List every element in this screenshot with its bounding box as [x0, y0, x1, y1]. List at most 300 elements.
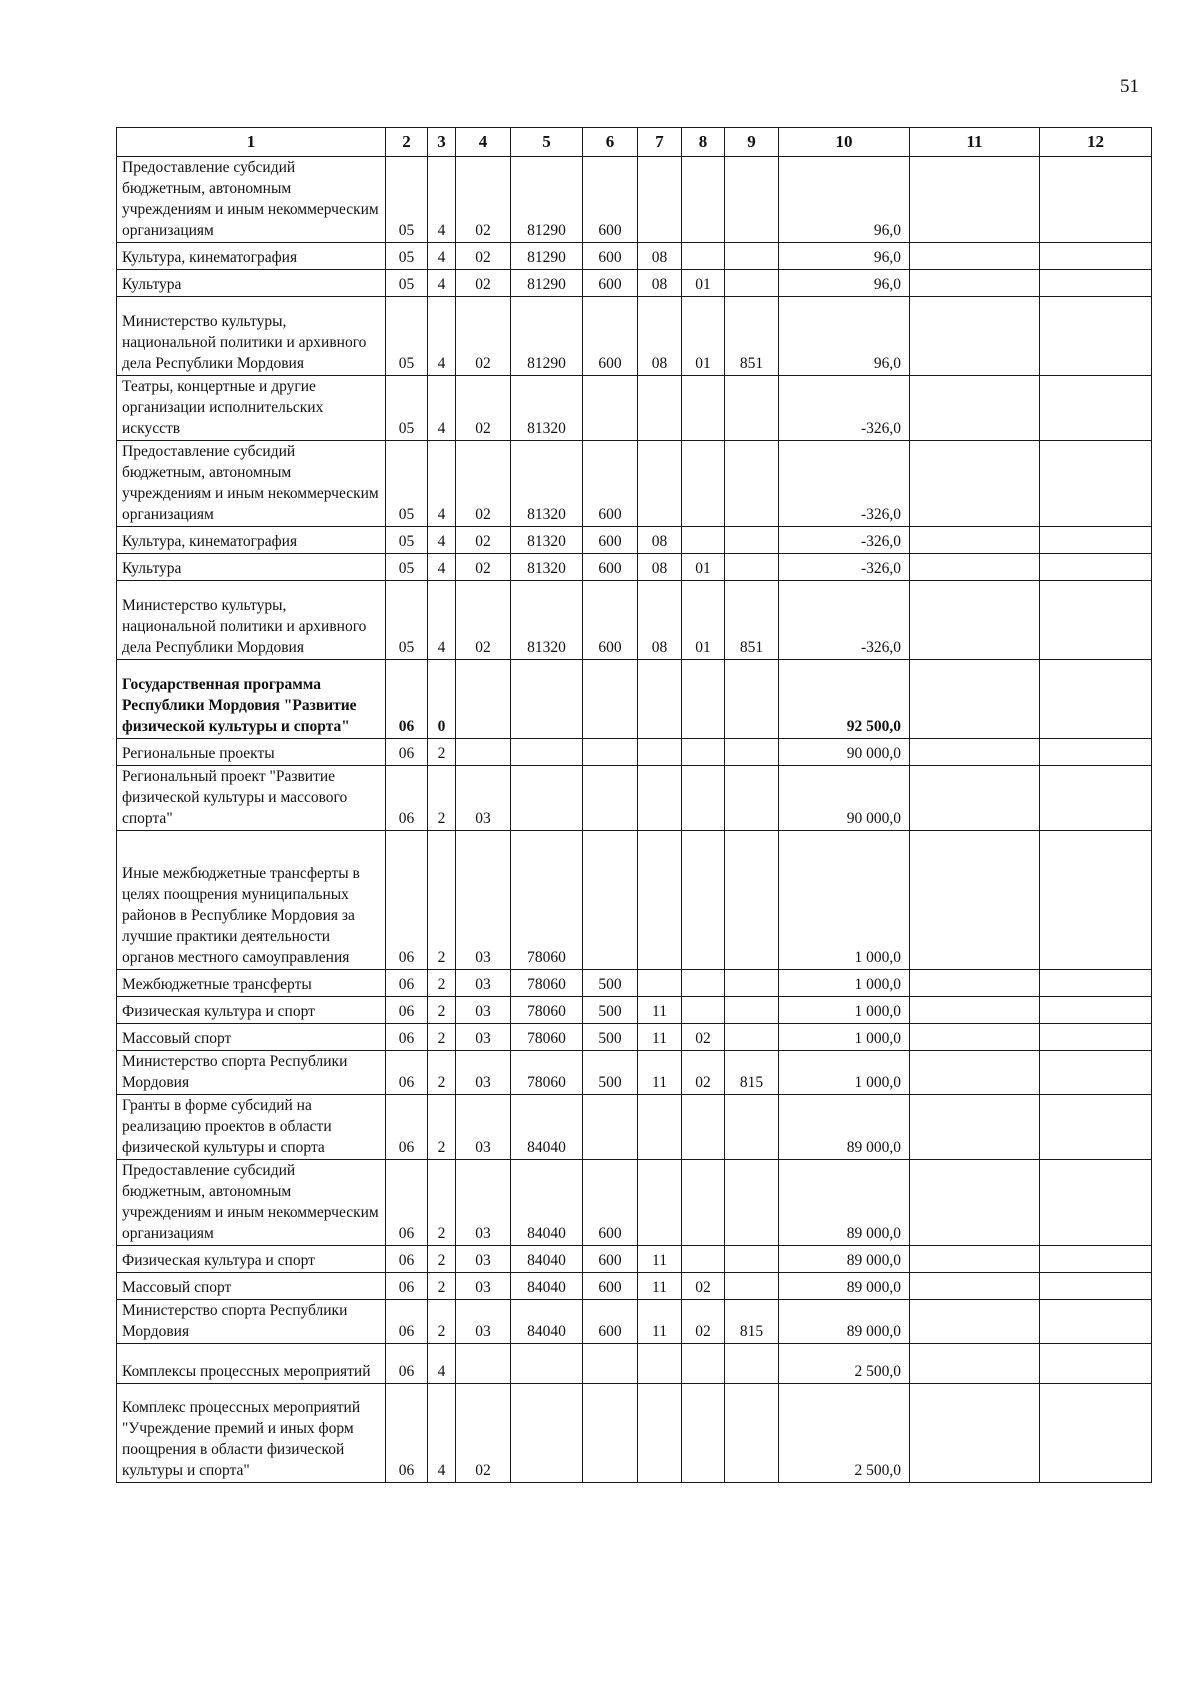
cell-col-8 — [682, 660, 725, 739]
cell-col-8: 01 — [682, 270, 725, 297]
cell-amount: 89 000,0 — [779, 1273, 910, 1300]
cell-col-12 — [1040, 1384, 1152, 1483]
table-row — [117, 243, 1152, 270]
cell-col-3: 2 — [428, 1160, 456, 1246]
cell-col-2: 05 — [386, 297, 428, 376]
cell-col-6 — [583, 660, 638, 739]
table-row — [117, 1300, 1152, 1344]
cell-col-5: 81290 — [511, 270, 583, 297]
cell-col-8 — [682, 1246, 725, 1273]
cell-description: Комплекс процессных мероприятий "Учреждение премий и иных форм поощрения в области физической культуры и спорта" — [117, 1384, 386, 1483]
cell-description: Предоставление субсидий бюджетным, автономным учреждениям и иным некоммерческим организациям — [117, 1160, 386, 1246]
header-col-11: 11 — [910, 128, 1040, 157]
table-row — [117, 660, 1152, 739]
cell-amount: 96,0 — [779, 243, 910, 270]
cell-col-2: 06 — [386, 1273, 428, 1300]
cell-col-9 — [725, 1273, 779, 1300]
cell-col-3: 4 — [428, 527, 456, 554]
cell-col-9 — [725, 1344, 779, 1384]
cell-col-11 — [910, 270, 1040, 297]
cell-col-12 — [1040, 739, 1152, 766]
table-header — [117, 128, 1152, 157]
cell-col-5 — [511, 660, 583, 739]
cell-col-5 — [511, 739, 583, 766]
cell-col-6 — [583, 739, 638, 766]
cell-col-3: 4 — [428, 270, 456, 297]
cell-col-6: 500 — [583, 970, 638, 997]
cell-col-7 — [638, 157, 682, 243]
cell-col-2: 06 — [386, 1246, 428, 1273]
cell-col-5: 84040 — [511, 1273, 583, 1300]
cell-col-2: 05 — [386, 527, 428, 554]
cell-col-3: 4 — [428, 243, 456, 270]
cell-col-9 — [725, 157, 779, 243]
cell-col-6: 500 — [583, 997, 638, 1024]
cell-col-2: 06 — [386, 1344, 428, 1384]
cell-col-4: 02 — [456, 297, 511, 376]
cell-col-7: 11 — [638, 1024, 682, 1051]
cell-description: Массовый спорт — [117, 1024, 386, 1051]
cell-amount: 92 500,0 — [779, 660, 910, 739]
cell-col-12 — [1040, 766, 1152, 831]
cell-col-8: 01 — [682, 581, 725, 660]
cell-amount: -326,0 — [779, 441, 910, 527]
cell-col-3: 2 — [428, 997, 456, 1024]
cell-col-2: 06 — [386, 660, 428, 739]
cell-col-4 — [456, 660, 511, 739]
cell-description: Физическая культура и спорт — [117, 997, 386, 1024]
cell-col-11 — [910, 297, 1040, 376]
cell-col-3: 2 — [428, 1300, 456, 1344]
cell-col-8: 02 — [682, 1051, 725, 1095]
cell-amount: 2 500,0 — [779, 1384, 910, 1483]
table-row — [117, 554, 1152, 581]
cell-col-6: 600 — [583, 1273, 638, 1300]
header-col-12: 12 — [1040, 128, 1152, 157]
cell-col-3: 4 — [428, 554, 456, 581]
cell-col-9 — [725, 527, 779, 554]
cell-amount: 1 000,0 — [779, 997, 910, 1024]
cell-col-4: 03 — [456, 1273, 511, 1300]
cell-amount: 89 000,0 — [779, 1246, 910, 1273]
cell-description: Региональный проект "Развитие физической культуры и массового спорта" — [117, 766, 386, 831]
cell-description: Региональные проекты — [117, 739, 386, 766]
budget-table — [116, 127, 1152, 1483]
cell-col-9: 851 — [725, 581, 779, 660]
cell-col-2: 05 — [386, 157, 428, 243]
cell-col-7 — [638, 766, 682, 831]
cell-col-6: 600 — [583, 554, 638, 581]
header-col-10: 10 — [779, 128, 910, 157]
cell-col-7 — [638, 1160, 682, 1246]
table-row — [117, 831, 1152, 970]
cell-col-7 — [638, 660, 682, 739]
cell-description: Министерство спорта Республики Мордовия — [117, 1300, 386, 1344]
table-row — [117, 441, 1152, 527]
cell-col-3: 2 — [428, 1095, 456, 1160]
cell-col-5: 78060 — [511, 970, 583, 997]
cell-col-8: 02 — [682, 1300, 725, 1344]
cell-col-4 — [456, 739, 511, 766]
cell-col-9 — [725, 970, 779, 997]
cell-col-8: 02 — [682, 1024, 725, 1051]
cell-col-6: 600 — [583, 297, 638, 376]
cell-col-6: 600 — [583, 1246, 638, 1273]
cell-col-11 — [910, 1024, 1040, 1051]
cell-col-2: 05 — [386, 581, 428, 660]
cell-col-4: 03 — [456, 1051, 511, 1095]
cell-col-11 — [910, 581, 1040, 660]
cell-col-12 — [1040, 1344, 1152, 1384]
cell-col-11 — [910, 527, 1040, 554]
table-row — [117, 297, 1152, 376]
cell-col-2: 05 — [386, 441, 428, 527]
cell-amount: 89 000,0 — [779, 1160, 910, 1246]
cell-amount: 1 000,0 — [779, 1024, 910, 1051]
cell-amount: 2 500,0 — [779, 1344, 910, 1384]
cell-col-8 — [682, 1095, 725, 1160]
table-row — [117, 970, 1152, 997]
cell-description: Министерство культуры, национальной политики и архивного дела Республики Мордовия — [117, 297, 386, 376]
cell-col-2: 06 — [386, 739, 428, 766]
cell-col-8: 01 — [682, 554, 725, 581]
cell-col-7: 11 — [638, 997, 682, 1024]
cell-col-3: 4 — [428, 157, 456, 243]
cell-col-7: 11 — [638, 1273, 682, 1300]
cell-col-6 — [583, 766, 638, 831]
cell-col-5: 81320 — [511, 441, 583, 527]
cell-col-8 — [682, 970, 725, 997]
cell-col-3: 2 — [428, 1273, 456, 1300]
cell-col-4: 03 — [456, 1160, 511, 1246]
cell-col-12 — [1040, 1273, 1152, 1300]
cell-col-8 — [682, 376, 725, 441]
cell-col-8 — [682, 1344, 725, 1384]
cell-col-4: 02 — [456, 376, 511, 441]
cell-col-3: 4 — [428, 376, 456, 441]
cell-col-5: 81320 — [511, 527, 583, 554]
cell-col-5 — [511, 1384, 583, 1483]
cell-description: Предоставление субсидий бюджетным, автономным учреждениям и иным некоммерческим организациям — [117, 157, 386, 243]
cell-amount: 96,0 — [779, 157, 910, 243]
cell-col-6 — [583, 1095, 638, 1160]
cell-col-9 — [725, 376, 779, 441]
cell-description: Иные межбюджетные трансферты в целях поощрения муниципальных районов в Республике Мордовия за лучшие практики деятельности органов местного самоуправления — [117, 831, 386, 970]
header-col-9: 9 — [725, 128, 779, 157]
cell-col-5: 78060 — [511, 997, 583, 1024]
cell-col-6: 500 — [583, 1051, 638, 1095]
cell-col-6 — [583, 1384, 638, 1483]
header-col-7: 7 — [638, 128, 682, 157]
cell-col-3: 0 — [428, 660, 456, 739]
cell-col-12 — [1040, 1051, 1152, 1095]
cell-col-11 — [910, 376, 1040, 441]
cell-col-7: 11 — [638, 1246, 682, 1273]
cell-amount: 89 000,0 — [779, 1095, 910, 1160]
cell-col-11 — [910, 766, 1040, 831]
cell-col-11 — [910, 554, 1040, 581]
cell-col-7 — [638, 739, 682, 766]
cell-col-5: 81290 — [511, 157, 583, 243]
cell-col-6: 600 — [583, 270, 638, 297]
cell-description: Массовый спорт — [117, 1273, 386, 1300]
cell-col-9 — [725, 1160, 779, 1246]
cell-col-6 — [583, 1344, 638, 1384]
cell-amount: 1 000,0 — [779, 970, 910, 997]
cell-col-11 — [910, 1246, 1040, 1273]
cell-col-5: 84040 — [511, 1160, 583, 1246]
cell-col-5: 84040 — [511, 1095, 583, 1160]
cell-description: Физическая культура и спорт — [117, 1246, 386, 1273]
cell-col-2: 06 — [386, 1160, 428, 1246]
cell-amount: 1 000,0 — [779, 1051, 910, 1095]
table-row — [117, 766, 1152, 831]
cell-col-7: 08 — [638, 243, 682, 270]
cell-amount: 96,0 — [779, 270, 910, 297]
cell-col-4: 03 — [456, 766, 511, 831]
cell-col-2: 05 — [386, 554, 428, 581]
cell-col-7: 08 — [638, 297, 682, 376]
cell-description: Государственная программа Республики Мордовия "Развитие физической культуры и спорта" — [117, 660, 386, 739]
table-row — [117, 1051, 1152, 1095]
cell-col-12 — [1040, 270, 1152, 297]
cell-col-4: 03 — [456, 970, 511, 997]
table-row — [117, 376, 1152, 441]
cell-col-6: 600 — [583, 157, 638, 243]
header-col-4: 4 — [456, 128, 511, 157]
cell-col-12 — [1040, 1024, 1152, 1051]
table-row — [117, 739, 1152, 766]
cell-col-12 — [1040, 157, 1152, 243]
cell-col-3: 4 — [428, 1384, 456, 1483]
cell-col-9 — [725, 441, 779, 527]
cell-col-4: 03 — [456, 1300, 511, 1344]
cell-col-7: 08 — [638, 270, 682, 297]
cell-col-9: 815 — [725, 1300, 779, 1344]
cell-col-7 — [638, 970, 682, 997]
cell-col-5: 78060 — [511, 831, 583, 970]
cell-col-2: 06 — [386, 831, 428, 970]
cell-col-6: 600 — [583, 527, 638, 554]
cell-col-4: 02 — [456, 554, 511, 581]
cell-col-12 — [1040, 441, 1152, 527]
cell-col-2: 06 — [386, 1095, 428, 1160]
cell-col-8 — [682, 157, 725, 243]
cell-amount: 89 000,0 — [779, 1300, 910, 1344]
cell-col-12 — [1040, 376, 1152, 441]
cell-col-7: 08 — [638, 554, 682, 581]
cell-col-6: 500 — [583, 1024, 638, 1051]
cell-col-12 — [1040, 831, 1152, 970]
cell-description: Культура — [117, 554, 386, 581]
cell-description: Культура, кинематография — [117, 527, 386, 554]
cell-col-12 — [1040, 970, 1152, 997]
cell-col-11 — [910, 1095, 1040, 1160]
cell-description: Культура — [117, 270, 386, 297]
cell-col-9: 815 — [725, 1051, 779, 1095]
cell-col-4: 03 — [456, 997, 511, 1024]
cell-col-9 — [725, 831, 779, 970]
cell-col-12 — [1040, 660, 1152, 739]
cell-col-8: 01 — [682, 297, 725, 376]
cell-col-5 — [511, 1344, 583, 1384]
table-row — [117, 1024, 1152, 1051]
cell-col-11 — [910, 831, 1040, 970]
cell-col-12 — [1040, 1160, 1152, 1246]
cell-col-6 — [583, 376, 638, 441]
cell-col-8 — [682, 766, 725, 831]
cell-col-4: 02 — [456, 581, 511, 660]
cell-amount: -326,0 — [779, 527, 910, 554]
cell-col-5: 84040 — [511, 1300, 583, 1344]
cell-col-3: 2 — [428, 831, 456, 970]
table-row — [117, 1160, 1152, 1246]
cell-col-8 — [682, 1160, 725, 1246]
header-col-2: 2 — [386, 128, 428, 157]
cell-description: Гранты в форме субсидий на реализацию проектов в области физической культуры и спорта — [117, 1095, 386, 1160]
cell-col-7 — [638, 376, 682, 441]
header-col-1: 1 — [117, 128, 386, 157]
cell-col-2: 05 — [386, 270, 428, 297]
cell-col-6: 600 — [583, 441, 638, 527]
cell-description: Комплексы процессных мероприятий — [117, 1344, 386, 1384]
cell-col-2: 06 — [386, 997, 428, 1024]
cell-col-7 — [638, 441, 682, 527]
cell-col-4: 03 — [456, 1246, 511, 1273]
cell-col-7 — [638, 1384, 682, 1483]
cell-col-11 — [910, 739, 1040, 766]
cell-amount: 1 000,0 — [779, 831, 910, 970]
cell-col-3: 2 — [428, 766, 456, 831]
cell-col-7: 11 — [638, 1051, 682, 1095]
cell-col-2: 06 — [386, 1300, 428, 1344]
cell-col-2: 06 — [386, 766, 428, 831]
cell-col-11 — [910, 1160, 1040, 1246]
cell-col-4: 02 — [456, 157, 511, 243]
header-col-8: 8 — [682, 128, 725, 157]
table-row — [117, 527, 1152, 554]
table-row — [117, 1095, 1152, 1160]
cell-col-12 — [1040, 527, 1152, 554]
cell-col-12 — [1040, 243, 1152, 270]
cell-col-6 — [583, 831, 638, 970]
cell-col-11 — [910, 1300, 1040, 1344]
cell-col-5: 84040 — [511, 1246, 583, 1273]
cell-col-12 — [1040, 997, 1152, 1024]
cell-col-3: 2 — [428, 1051, 456, 1095]
cell-col-7: 08 — [638, 581, 682, 660]
cell-col-4: 03 — [456, 831, 511, 970]
cell-col-6: 600 — [583, 581, 638, 660]
cell-col-11 — [910, 997, 1040, 1024]
cell-col-11 — [910, 1384, 1040, 1483]
cell-col-8 — [682, 243, 725, 270]
table-row — [117, 1384, 1152, 1483]
cell-col-5: 78060 — [511, 1024, 583, 1051]
cell-col-11 — [910, 1273, 1040, 1300]
cell-col-11 — [910, 1344, 1040, 1384]
cell-amount: 90 000,0 — [779, 766, 910, 831]
cell-col-2: 06 — [386, 1051, 428, 1095]
cell-col-9 — [725, 1246, 779, 1273]
table-row — [117, 270, 1152, 297]
cell-col-12 — [1040, 581, 1152, 660]
cell-col-11 — [910, 157, 1040, 243]
cell-col-9 — [725, 766, 779, 831]
cell-col-8 — [682, 527, 725, 554]
cell-col-2: 06 — [386, 1024, 428, 1051]
cell-col-11 — [910, 243, 1040, 270]
cell-description: Министерство культуры, национальной политики и архивного дела Республики Мордовия — [117, 581, 386, 660]
cell-col-12 — [1040, 297, 1152, 376]
cell-col-3: 2 — [428, 970, 456, 997]
cell-col-9 — [725, 1095, 779, 1160]
table-body — [117, 157, 1152, 1483]
cell-amount: 96,0 — [779, 297, 910, 376]
cell-col-5: 81320 — [511, 581, 583, 660]
cell-col-4: 02 — [456, 243, 511, 270]
cell-col-7: 11 — [638, 1300, 682, 1344]
cell-col-2: 06 — [386, 1384, 428, 1483]
cell-col-5: 81320 — [511, 376, 583, 441]
cell-col-9 — [725, 739, 779, 766]
cell-col-6: 600 — [583, 1160, 638, 1246]
cell-col-9 — [725, 270, 779, 297]
cell-col-3: 4 — [428, 297, 456, 376]
cell-col-11 — [910, 441, 1040, 527]
cell-amount: -326,0 — [779, 554, 910, 581]
table-row — [117, 157, 1152, 243]
cell-col-6: 600 — [583, 243, 638, 270]
header-col-6: 6 — [583, 128, 638, 157]
table-row — [117, 1246, 1152, 1273]
cell-col-11 — [910, 970, 1040, 997]
header-col-5: 5 — [511, 128, 583, 157]
cell-col-9 — [725, 997, 779, 1024]
cell-description: Предоставление субсидий бюджетным, автономным учреждениям и иным некоммерческим организациям — [117, 441, 386, 527]
cell-col-11 — [910, 660, 1040, 739]
cell-description: Культура, кинематография — [117, 243, 386, 270]
table-row — [117, 1344, 1152, 1384]
cell-col-7 — [638, 831, 682, 970]
table-row — [117, 997, 1152, 1024]
cell-col-8: 02 — [682, 1273, 725, 1300]
cell-col-8 — [682, 739, 725, 766]
cell-col-7: 08 — [638, 527, 682, 554]
cell-col-3: 2 — [428, 739, 456, 766]
cell-col-5: 81320 — [511, 554, 583, 581]
cell-col-4 — [456, 1344, 511, 1384]
table-row — [117, 581, 1152, 660]
cell-col-4: 03 — [456, 1024, 511, 1051]
cell-col-4: 02 — [456, 1384, 511, 1483]
cell-description: Межбюджетные трансферты — [117, 970, 386, 997]
cell-col-7 — [638, 1095, 682, 1160]
cell-col-5: 78060 — [511, 1051, 583, 1095]
cell-col-9 — [725, 1384, 779, 1483]
cell-amount: -326,0 — [779, 581, 910, 660]
cell-col-9 — [725, 243, 779, 270]
cell-col-4: 02 — [456, 270, 511, 297]
cell-col-9: 851 — [725, 297, 779, 376]
header-col-3: 3 — [428, 128, 456, 157]
cell-col-8 — [682, 441, 725, 527]
cell-description: Министерство спорта Республики Мордовия — [117, 1051, 386, 1095]
cell-col-3: 4 — [428, 1344, 456, 1384]
cell-col-12 — [1040, 1300, 1152, 1344]
cell-col-5: 81290 — [511, 297, 583, 376]
cell-col-6: 600 — [583, 1300, 638, 1344]
